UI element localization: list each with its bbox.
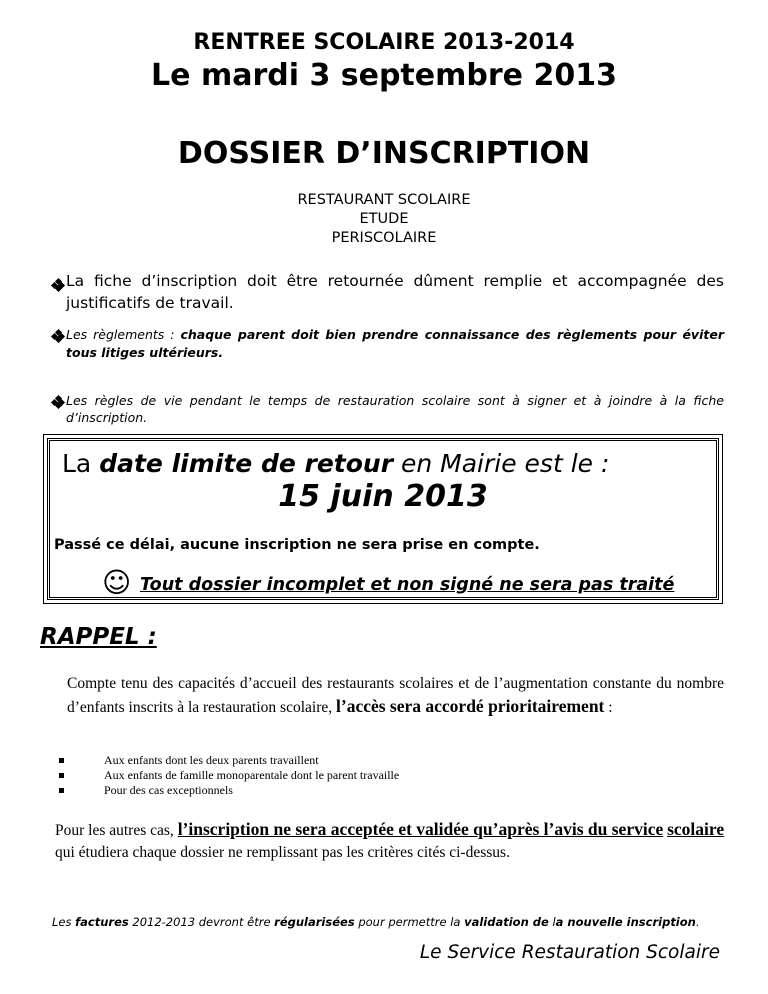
rappel-paragraph-end: : (604, 699, 613, 716)
bullet-regles (52, 392, 724, 426)
smiley-icon: ☺ (102, 566, 132, 599)
factures-bold: a nouvelle inscription (555, 915, 696, 929)
square-bullet-icon (59, 788, 64, 793)
rappel-paragraph-bold: l’accès sera accordé prioritairement (336, 696, 605, 716)
list-item-text: Aux enfants dont les deux parents travaillent (104, 753, 319, 767)
factures-notice (52, 914, 724, 930)
square-bullet-icon (59, 758, 64, 763)
deadline-intro (62, 449, 609, 478)
autres-cas-paragraph (55, 818, 725, 864)
autres-cas-scolaire: scolaire (667, 819, 725, 839)
factures-text: 2012-2013 devront être (128, 915, 275, 929)
bullet-fiche (52, 270, 724, 314)
bullet-reglements (52, 326, 724, 362)
rappel-paragraph-start: Compte tenu des capacités d’accueil des restaurants scolaires et de l’augmentation constante du nombre d’enfants inscrits à la restauration scolaire, (67, 675, 724, 716)
reglements-intro: Les règlements : (66, 327, 181, 342)
diamond-bullet-icon (52, 395, 66, 412)
autres-cas-start: Pour les autres cas, (55, 822, 178, 839)
factures-text: l (548, 915, 556, 929)
incomplete-warning: Tout dossier incomplet et non signé ne sera pas traité (140, 575, 675, 595)
list-item-text: Aux enfants de famille monoparentale dont le parent travaille (104, 768, 400, 782)
deadline-mairie: en Mairie est le : (393, 449, 610, 478)
service-periscolaire: PERISCOLAIRE (331, 230, 437, 246)
document-title: DOSSIER D’INSCRIPTION (177, 136, 591, 171)
diamond-bullet-icon (52, 275, 66, 297)
factures-bold: validation de (464, 915, 549, 929)
diamond-bullet-icon (52, 329, 66, 347)
square-bullet-icon (59, 773, 64, 778)
rentree-heading: RENTREE SCOLAIRE 2013-2014 (193, 30, 575, 55)
signature: Le Service Restauration Scolaire (419, 942, 720, 963)
deadline-box-border (47, 438, 719, 600)
service-restaurant: RESTAURANT SCOLAIRE (297, 192, 471, 208)
passe-delai-notice: Passé ce délai, aucune inscription ne sera prise en compte. (54, 537, 540, 553)
autres-cas-bold: l’inscription ne sera acceptée et validée qu’après l’avis du service (177, 819, 664, 839)
factures-text: . (695, 915, 700, 929)
date-heading: Le mardi 3 septembre 2013 (151, 58, 617, 93)
factures-bold: régularisées (274, 915, 355, 929)
deadline-box (43, 434, 723, 604)
bullet-fiche-text: La fiche d’inscription doit être retournée dûment remplie et accompagnée des justificatifs de travail. (66, 272, 724, 312)
rappel-heading: RAPPEL : (40, 624, 157, 650)
deadline-limit-label: date limite de retour (99, 449, 394, 478)
rappel-paragraph (67, 673, 724, 719)
reglements-bold: chaque parent doit bien prendre connaissance des règlements pour éviter tous litiges ultérieurs. (66, 327, 724, 360)
factures-text: Les (52, 915, 76, 929)
services-list (0, 191, 768, 248)
factures-text: pour permettre la (354, 915, 465, 929)
factures-bold: factures (75, 915, 129, 929)
deadline-date: 15 juin 2013 (278, 479, 488, 514)
service-etude: ETUDE (359, 211, 409, 227)
bullet-regles-text: Les règles de vie pendant le temps de restauration scolaire sont à signer et à joindre à la fiche d’inscription. (66, 393, 724, 425)
list-item-text: Pour des cas exceptionnels (104, 783, 233, 797)
autres-cas-end: qui étudiera chaque dossier ne remplissant pas les critères cités ci-dessus. (55, 844, 510, 861)
deadline-la: La (62, 449, 100, 478)
